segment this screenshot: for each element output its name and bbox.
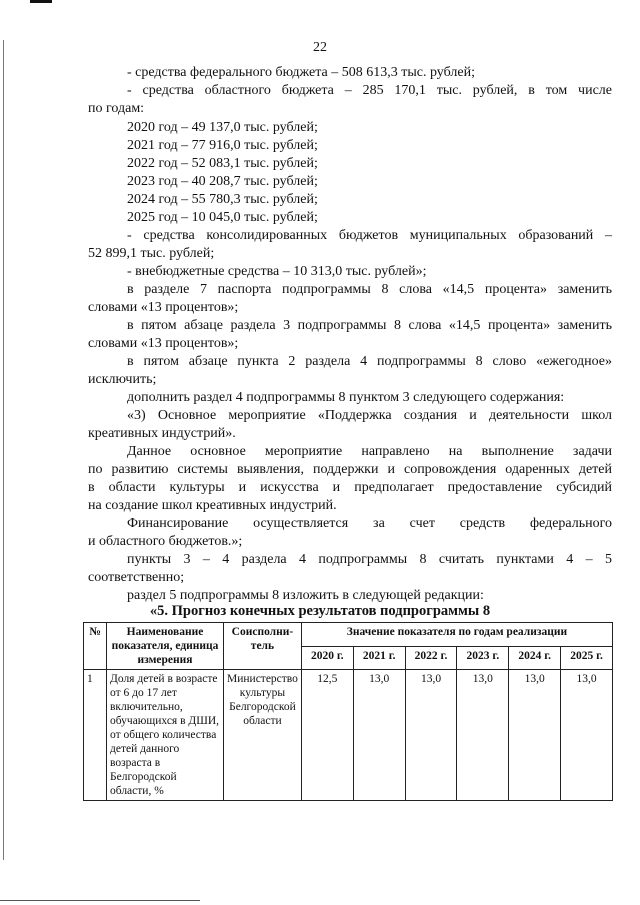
text-line: Данное основное мероприятие направлено на выполнение задачи xyxy=(127,444,612,459)
scan-mark xyxy=(30,0,52,3)
text-line: в пятом абзаце пункта 2 раздела 4 подпрограммы 8 слово «ежегодное» xyxy=(127,354,612,369)
text-line: пункты 3 – 4 раздела 4 подпрограммы 8 считать пунктами 4 – 5 xyxy=(127,552,612,567)
text-line: в разделе 7 паспорта подпрограммы 8 слова «14,5 процента» заменить xyxy=(127,282,612,297)
text-line: и областного бюджетов.»; xyxy=(88,534,243,549)
header-year: 2020 г. xyxy=(301,646,353,670)
text-line: 2020 год – 49 137,0 тыс. рублей; xyxy=(127,120,318,135)
text-line: Финансирование осуществляется за счет средств федерального xyxy=(127,516,612,531)
text-line: - средства консолидированных бюджетов муниципальных образований – xyxy=(127,228,612,243)
row-value: 13,0 xyxy=(561,670,613,801)
text-line: 2024 год – 55 780,3 тыс. рублей; xyxy=(127,192,318,207)
text-line: 2022 год – 52 083,1 тыс. рублей; xyxy=(127,156,318,171)
text-line: 2025 год – 10 045,0 тыс. рублей; xyxy=(127,210,318,225)
text-line: - внебюджетные средства – 10 313,0 тыс. рублей»; xyxy=(127,264,427,279)
row-value: 13,0 xyxy=(509,670,561,801)
text-line: исключить; xyxy=(88,372,157,387)
text-line: 2021 год – 77 916,0 тыс. рублей; xyxy=(127,138,318,153)
section-title: «5. Прогноз конечных результатов подпрограммы 8 xyxy=(149,603,491,619)
text-line: «3) Основное мероприятие «Поддержка создания и деятельности школ xyxy=(127,408,612,423)
page-number: 22 xyxy=(313,40,327,55)
header-year: 2023 г. xyxy=(457,646,509,670)
row-indicator-name: Доля детей в возрасте от 6 до 17 лет включительно, обучающихся в ДШИ, от общего количества детей данного возраста в Белгородской области, % xyxy=(107,670,224,801)
footnote-rule xyxy=(0,900,200,901)
header-year: 2021 г. xyxy=(353,646,405,670)
header-coexecutor: Соисполни-тель xyxy=(224,623,302,670)
text-line: креативных индустрий». xyxy=(88,426,236,441)
row-num: 1 xyxy=(84,670,107,801)
text-line: по развитию системы выявления, поддержки и сопровождения одаренных детей xyxy=(88,462,612,477)
header-num: № xyxy=(84,623,107,670)
text-line: - средства областного бюджета – 285 170,1 тыс. рублей, в том числе xyxy=(127,83,612,98)
text-line: раздел 5 подпрограммы 8 изложить в следующей редакции: xyxy=(127,588,484,603)
text-line: в пятом абзаце раздела 3 подпрограммы 8 слова «14,5 процента» заменить xyxy=(127,318,612,333)
header-year: 2024 г. xyxy=(509,646,561,670)
text-line: словами «13 процентов»; xyxy=(88,300,239,315)
text-line: на создание школ креативных индустрий. xyxy=(88,498,337,513)
row-value: 12,5 xyxy=(301,670,353,801)
text-line: по годам: xyxy=(88,101,145,116)
row-value: 13,0 xyxy=(457,670,509,801)
text-line: - средства федерального бюджета – 508 613,3 тыс. рублей; xyxy=(127,65,475,80)
header-name: Наименование показателя, единица измерения xyxy=(107,623,224,670)
row-value: 13,0 xyxy=(353,670,405,801)
row-coexecutor: Министерство культуры Белгородской области xyxy=(224,670,302,801)
text-line: словами «13 процентов»; xyxy=(88,336,239,351)
text-line: соответственно; xyxy=(88,570,185,585)
results-table xyxy=(83,622,613,801)
header-values-group: Значение показателя по годам реализации xyxy=(301,623,612,647)
table-row xyxy=(84,670,613,801)
table-header-row xyxy=(84,623,613,647)
text-line: в области культуры и искусства и предполагает предоставление субсидий xyxy=(88,480,612,495)
header-year: 2022 г. xyxy=(405,646,457,670)
text-line: дополнить раздел 4 подпрограммы 8 пунктом 3 следующего содержания: xyxy=(127,390,565,405)
text-line: 2023 год – 40 208,7 тыс. рублей; xyxy=(127,174,318,189)
header-year: 2025 г. xyxy=(561,646,613,670)
row-value: 13,0 xyxy=(405,670,457,801)
text-line: 52 899,1 тыс. рублей; xyxy=(88,246,215,261)
scan-edge-line xyxy=(3,40,4,860)
